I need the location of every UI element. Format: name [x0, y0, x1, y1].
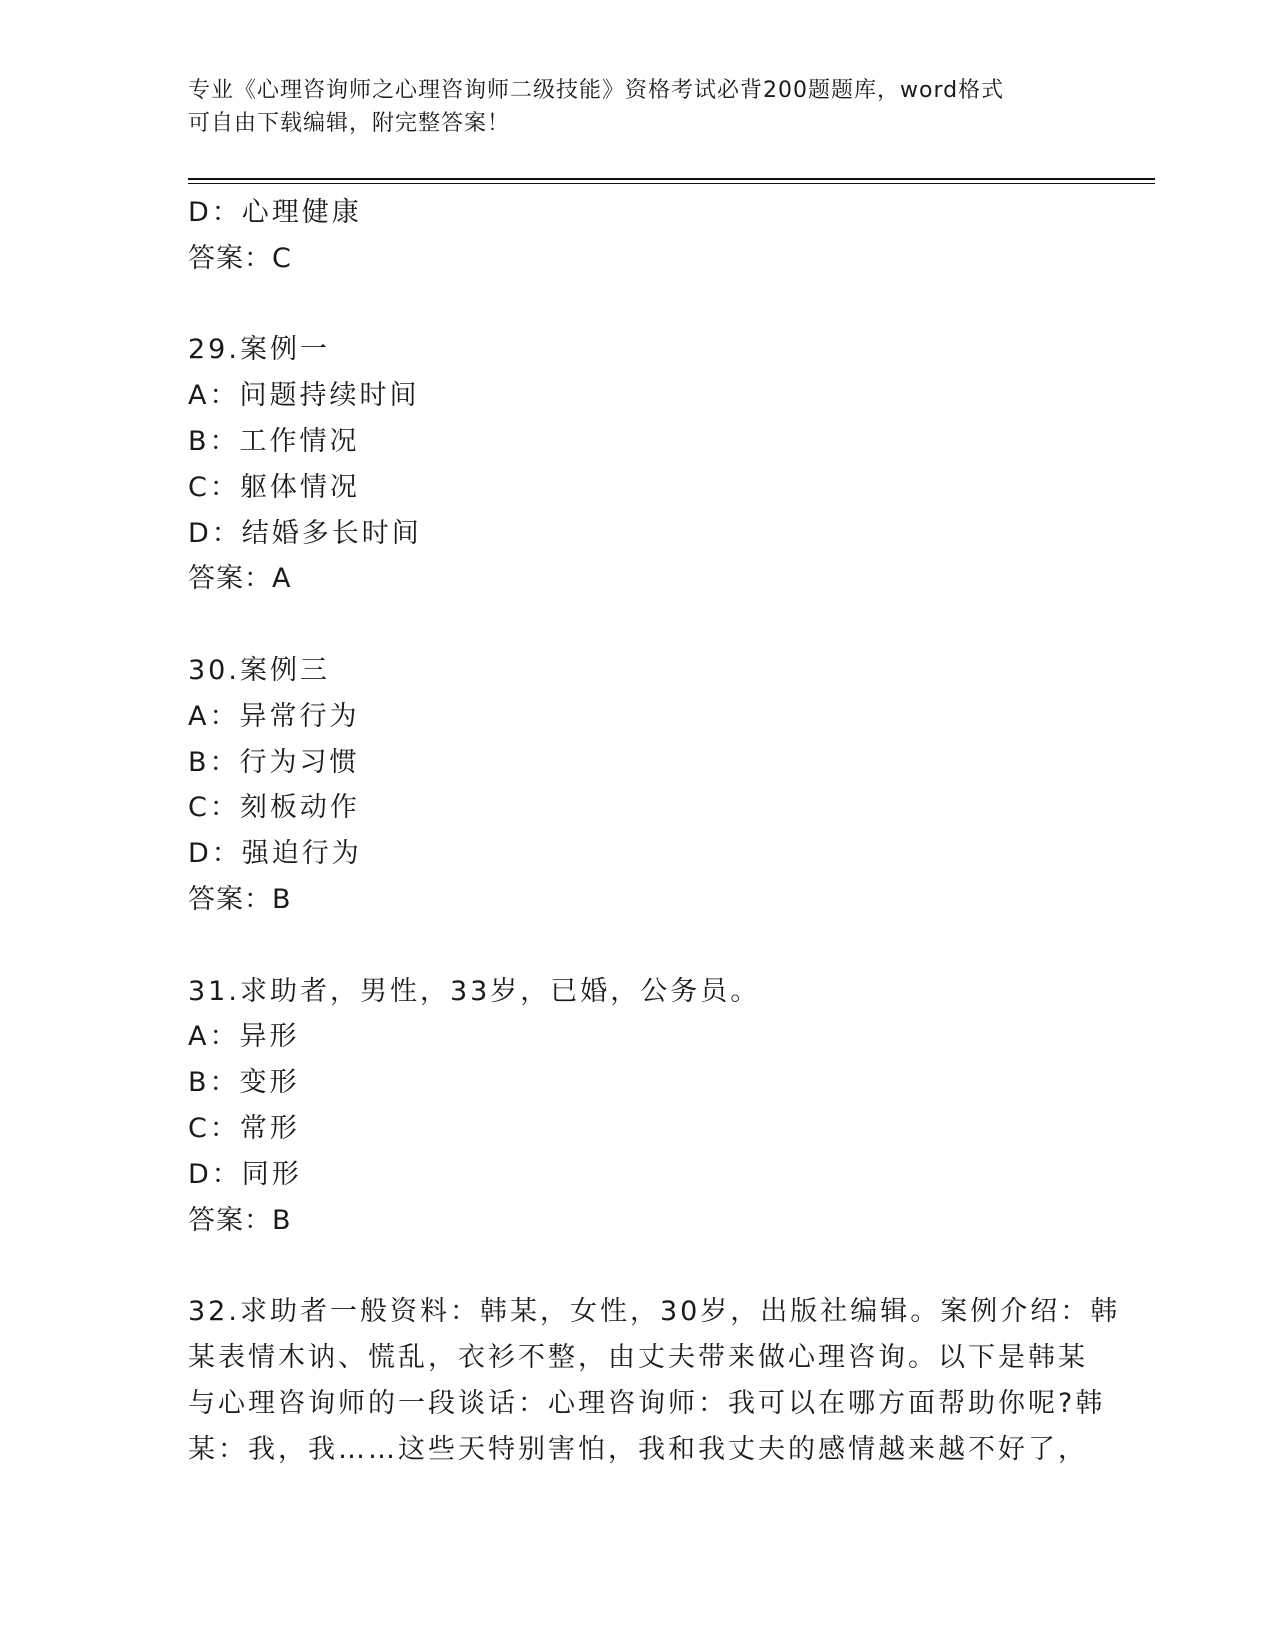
- option-b: B：变形: [188, 1067, 300, 1099]
- question-stem-line-4: 某：我，我……这些天特别害怕，我和我丈夫的感情越来越不好了，: [188, 1433, 1088, 1465]
- option-b: B：工作情况: [188, 425, 360, 457]
- spacer: [188, 282, 1088, 328]
- question-30: [188, 648, 1088, 923]
- header-divider-thick: [188, 178, 1155, 180]
- option-c: C：刻板动作: [188, 792, 360, 824]
- option-b: B：行为习惯: [188, 746, 360, 778]
- option-d: D：同形: [188, 1158, 302, 1190]
- option-d: D：强迫行为: [188, 838, 362, 870]
- question-stem-line-1: 32.求助者一般资料：韩某，女性，30岁，出版社编辑。案例介绍：韩: [188, 1296, 1121, 1328]
- question-31: [188, 969, 1088, 1244]
- question-stem: 29.案例一: [188, 334, 330, 366]
- option-c: C：常形: [188, 1112, 300, 1144]
- option-a: A：异形: [188, 1021, 300, 1053]
- prev-option-d: D：心理健康: [188, 197, 362, 228]
- question-stem: 30.案例三: [188, 654, 330, 686]
- spacer: [188, 1243, 1088, 1289]
- answer: 答案：B: [188, 1204, 292, 1236]
- option-a: A：问题持续时间: [188, 380, 420, 412]
- document-header: [188, 74, 1088, 140]
- question-stem-line-3: 与心理咨询师的一段谈话：心理咨询师：我可以在哪方面帮助你呢?韩: [188, 1387, 1106, 1419]
- question-stem: 31.求助者，男性，33岁，已婚，公务员。: [188, 975, 761, 1007]
- answer: 答案：A: [188, 563, 292, 595]
- question-list: [188, 190, 1121, 1472]
- spacer: [188, 923, 1088, 969]
- option-c: C：躯体情况: [188, 471, 360, 503]
- question-29: [188, 327, 1088, 602]
- option-d: D：结婚多长时间: [188, 517, 422, 549]
- header-line-2: 可自由下载编辑，附完整答案！: [188, 111, 511, 136]
- header-line-1: 专业《心理咨询师之心理咨询师二级技能》资格考试必背200题题库，word格式: [188, 78, 1005, 103]
- header-divider-thin: [188, 183, 1155, 184]
- spacer: [188, 602, 1088, 648]
- prev-answer: 答案：C: [188, 242, 292, 274]
- option-a: A：异常行为: [188, 700, 360, 732]
- question-stem-line-2: 某表情木讷、慌乱，衣衫不整，由丈夫带来做心理咨询。以下是韩某: [188, 1341, 1088, 1373]
- answer: 答案：B: [188, 883, 292, 915]
- question-32: [188, 1289, 1121, 1472]
